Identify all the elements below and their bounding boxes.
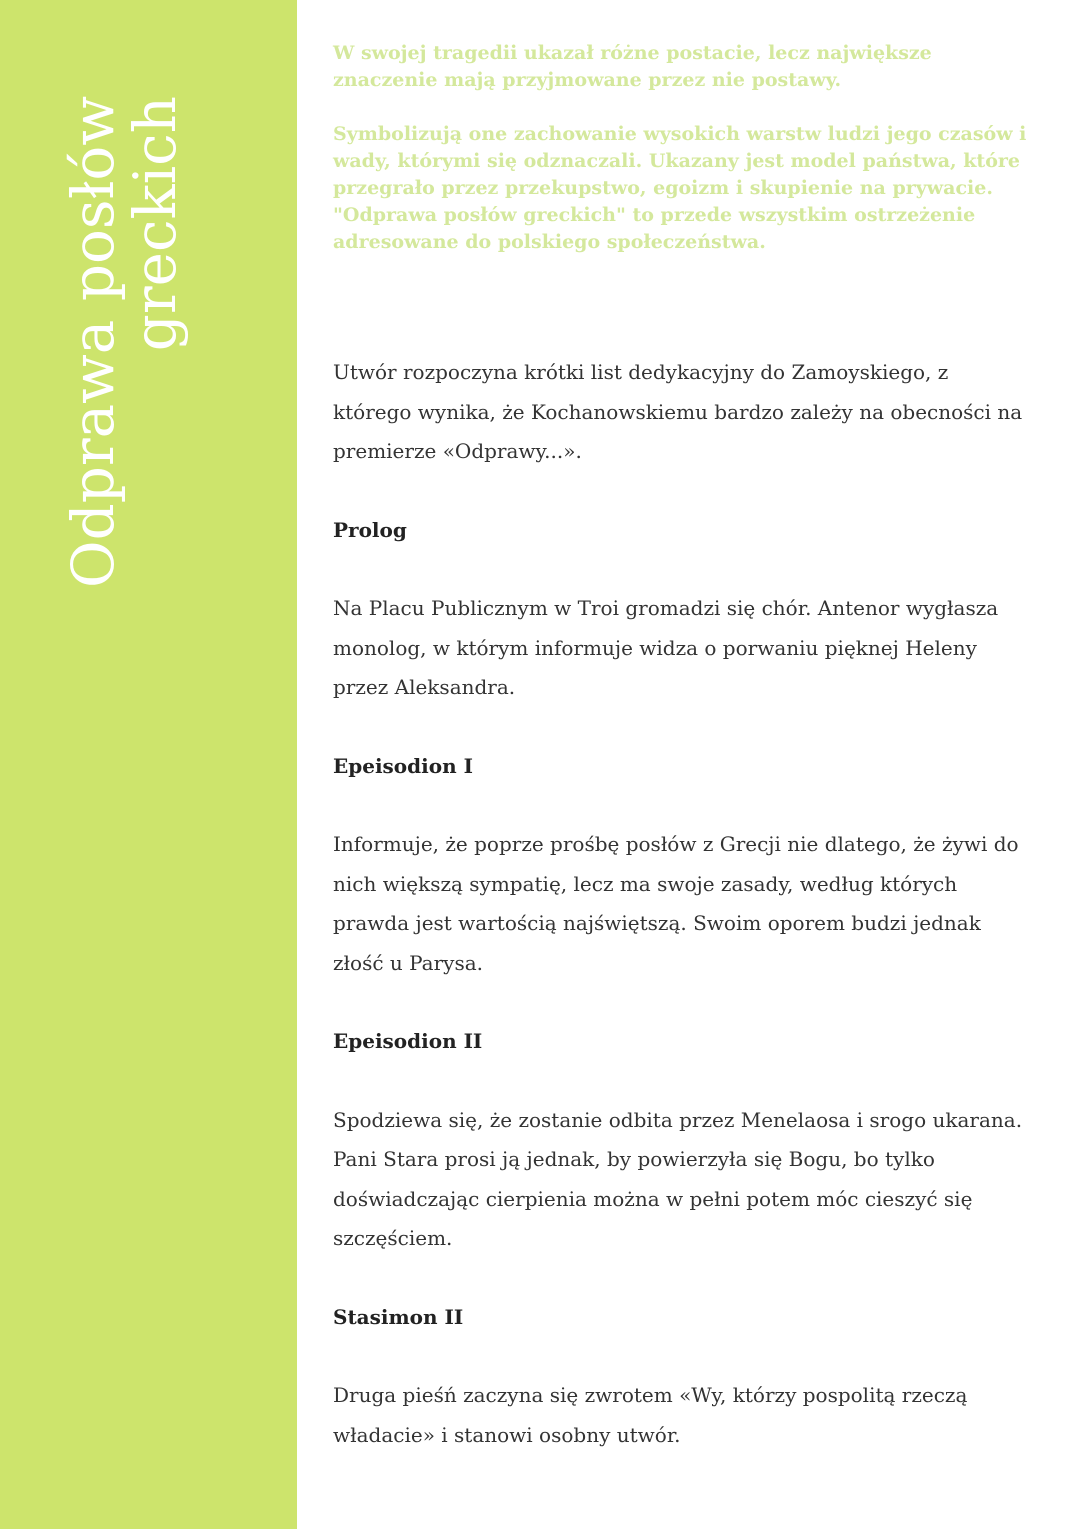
sidebar-title [59, 96, 189, 596]
epeisodion-1-paragraph: Informuje, że poprze prośbę posłów z Grecji nie dlatego, że żywi do nich większą sympatię, lecz ma swoje zasady, według których prawda jest wartością najświętszą. Swoim oporem budzi jednak złość u Parysa. [333, 832, 1019, 975]
sidebar [0, 0, 297, 1529]
intro-paragraph-2: Symbolizują one zachowanie wysokich warstw ludzi jego czasów i wady, którymi się odznaczali. Ukazany jest model państwa, które przegrało przez przekupstwo, egoizm i skupienie na prywacie. "Odprawa posłów greckich" to przede wszystkim ostrzeżenie adresowane do polskiego społeczeństwa. [333, 123, 1027, 253]
dedication-paragraph: Utwór rozpoczyna krótki list dedykacyjny do Zamoyskiego, z którego wynika, że Kochanowskiemu bardzo zależy na obecności na premierze «Odprawy...». [333, 360, 1023, 463]
epeisodion-2-heading: Epeisodion II [333, 1029, 483, 1053]
intro-paragraph-1: W swojej tragedii ukazał różne postacie, lecz największe znaczenie mają przyjmowane przez nie postawy. [333, 42, 932, 91]
sidebar-title-line-1: Odprawa posłów [59, 96, 127, 588]
epeisodion-1-heading: Epeisodion I [333, 753, 473, 778]
main-content [333, 40, 1033, 1455]
sidebar-title-line-2: greckich [121, 96, 189, 352]
stasimon-2-heading: Stasimon II [333, 1304, 464, 1329]
epeisodion-2-paragraph: Spodziewa się, że zostanie odbita przez Menelaosa i srogo ukarana. Pani Stara prosi ją jednak, by powierzyła się Bogu, bo tylko doświadczając cierpienia można w pełni potem móc cieszyć się szczęściem. [333, 1107, 1023, 1250]
stasimon-2-paragraph: Druga pieśń zaczyna się zwrotem «Wy, którzy pospolitą rzeczą władacie» i stanowi osobny utwór. [333, 1383, 968, 1447]
prolog-paragraph: Na Placu Publicznym w Troi gromadzi się chór. Antenor wygłasza monolog, w którym informuje widza o porwaniu pięknej Heleny przez Aleksandra. [333, 596, 999, 699]
prolog-heading: Prolog [333, 517, 407, 542]
